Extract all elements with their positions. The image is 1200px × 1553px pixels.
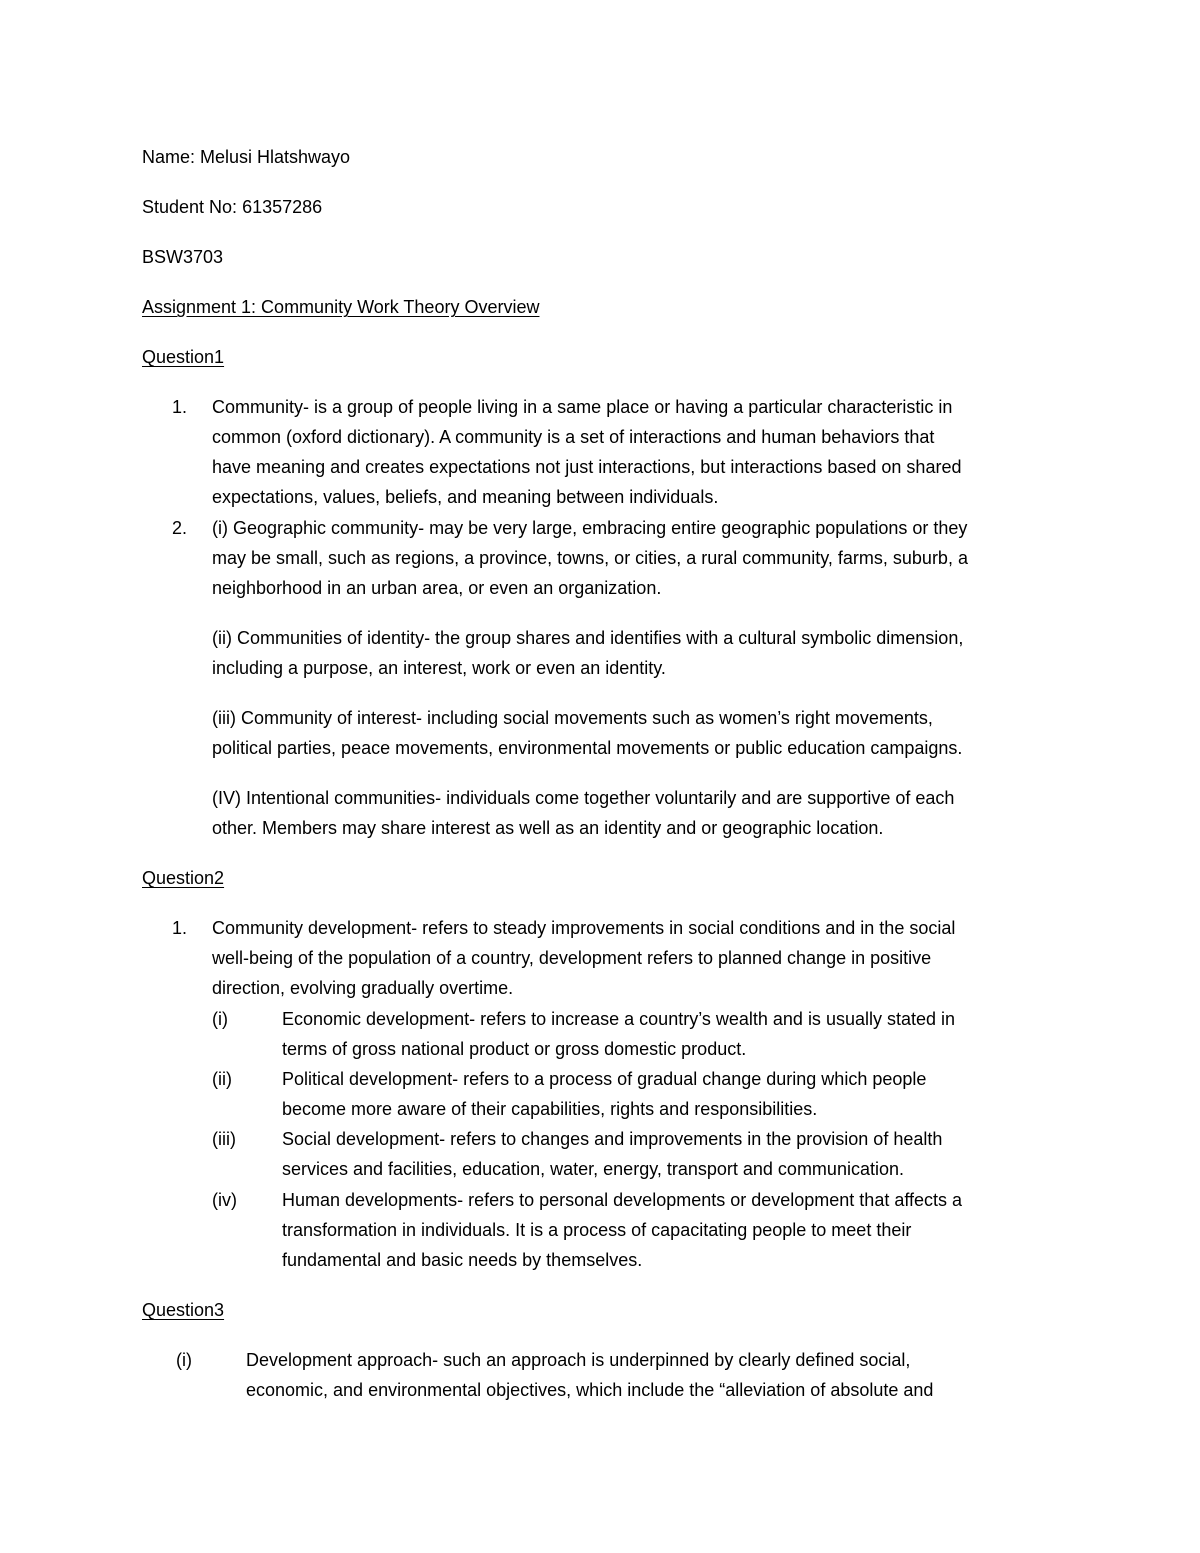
q2-sub-label: (iv) xyxy=(212,1190,237,1210)
q2-sub-line: fundamental and basic needs by themselves. xyxy=(282,1250,643,1270)
q2-sub-label: (i) xyxy=(212,1009,228,1029)
q2-sub-label: (iii) xyxy=(212,1129,236,1149)
q2-sub-line: Political development- refers to a process of gradual change during which people xyxy=(282,1069,927,1089)
question1-heading: Question1 xyxy=(142,347,225,367)
q2-item1-number: 1. xyxy=(172,918,188,938)
q2-sub-line: Economic development- refers to increase a country’s wealth and is usually stated in xyxy=(282,1009,956,1029)
assignment-title: Assignment 1: Community Work Theory Overview xyxy=(142,297,540,317)
q2-sub-line: transformation in individuals. It is a process of capacitating people to meet their xyxy=(282,1220,912,1240)
q1-item1-line: Community- is a group of people living in a same place or having a particular characteristic in xyxy=(212,397,953,417)
q1-paragraph-ii: (ii) Communities of identity- the group shares and identifies with a cultural symbolic dimension, xyxy=(212,628,964,648)
q2-sub-line: become more aware of their capabilities, rights and responsibilities. xyxy=(282,1099,818,1119)
q2-sub-line: services and facilities, education, water, energy, transport and communication. xyxy=(282,1159,904,1179)
q1-item2-line: neighborhood in an urban area, or even an organization. xyxy=(212,578,662,598)
q1-item2-line: (i) Geographic community- may be very large, embracing entire geographic populations or they xyxy=(212,518,968,538)
q1-paragraph-iv: other. Members may share interest as well as an identity and or geographic location. xyxy=(212,818,884,838)
q1-item1-number: 1. xyxy=(172,397,188,417)
q1-item1-line: have meaning and creates expectations not just interactions, but interactions based on shared xyxy=(212,457,962,477)
course-code: BSW3703 xyxy=(142,247,224,267)
q3-line: Development approach- such an approach is underpinned by clearly defined social, xyxy=(246,1350,911,1370)
q3-line: economic, and environmental objectives, which include the “alleviation of absolute and xyxy=(246,1380,934,1400)
q2-sub-line: terms of gross national product or gross domestic product. xyxy=(282,1039,747,1059)
q1-paragraph-iii: political parties, peace movements, environmental movements or public education campaigns. xyxy=(212,738,963,758)
q1-item2-number: 2. xyxy=(172,518,188,538)
student-number: Student No: 61357286 xyxy=(142,197,323,217)
q3-label: (i) xyxy=(176,1350,192,1370)
q1-item2-line: may be small, such as regions, a province, towns, or cities, a rural community, farms, suburb, a xyxy=(212,548,968,568)
q2-item1-line: Community development- refers to steady improvements in social conditions and in the social xyxy=(212,918,956,938)
q2-sub-label: (ii) xyxy=(212,1069,232,1089)
question3-heading: Question3 xyxy=(142,1300,225,1320)
q1-paragraph-ii: including a purpose, an interest, work or even an identity. xyxy=(212,658,666,678)
q1-paragraph-iii: (iii) Community of interest- including social movements such as women’s right movements, xyxy=(212,708,933,728)
q2-sub-line: Human developments- refers to personal developments or development that affects a xyxy=(282,1190,963,1210)
q1-paragraph-iv: (IV) Intentional communities- individuals come together voluntarily and are supportive of each xyxy=(212,788,955,808)
q2-sub-line: Social development- refers to changes and improvements in the provision of health xyxy=(282,1129,943,1149)
q1-item1-line: common (oxford dictionary). A community is a set of interactions and human behaviors that xyxy=(212,427,935,447)
student-name: Name: Melusi Hlatshwayo xyxy=(142,147,351,167)
q1-item1-line: expectations, values, beliefs, and meaning between individuals. xyxy=(212,487,719,507)
question2-heading: Question2 xyxy=(142,868,225,888)
q2-item1-line: direction, evolving gradually overtime. xyxy=(212,978,514,998)
q2-item1-line: well-being of the population of a country, development refers to planned change in positive xyxy=(212,948,932,968)
